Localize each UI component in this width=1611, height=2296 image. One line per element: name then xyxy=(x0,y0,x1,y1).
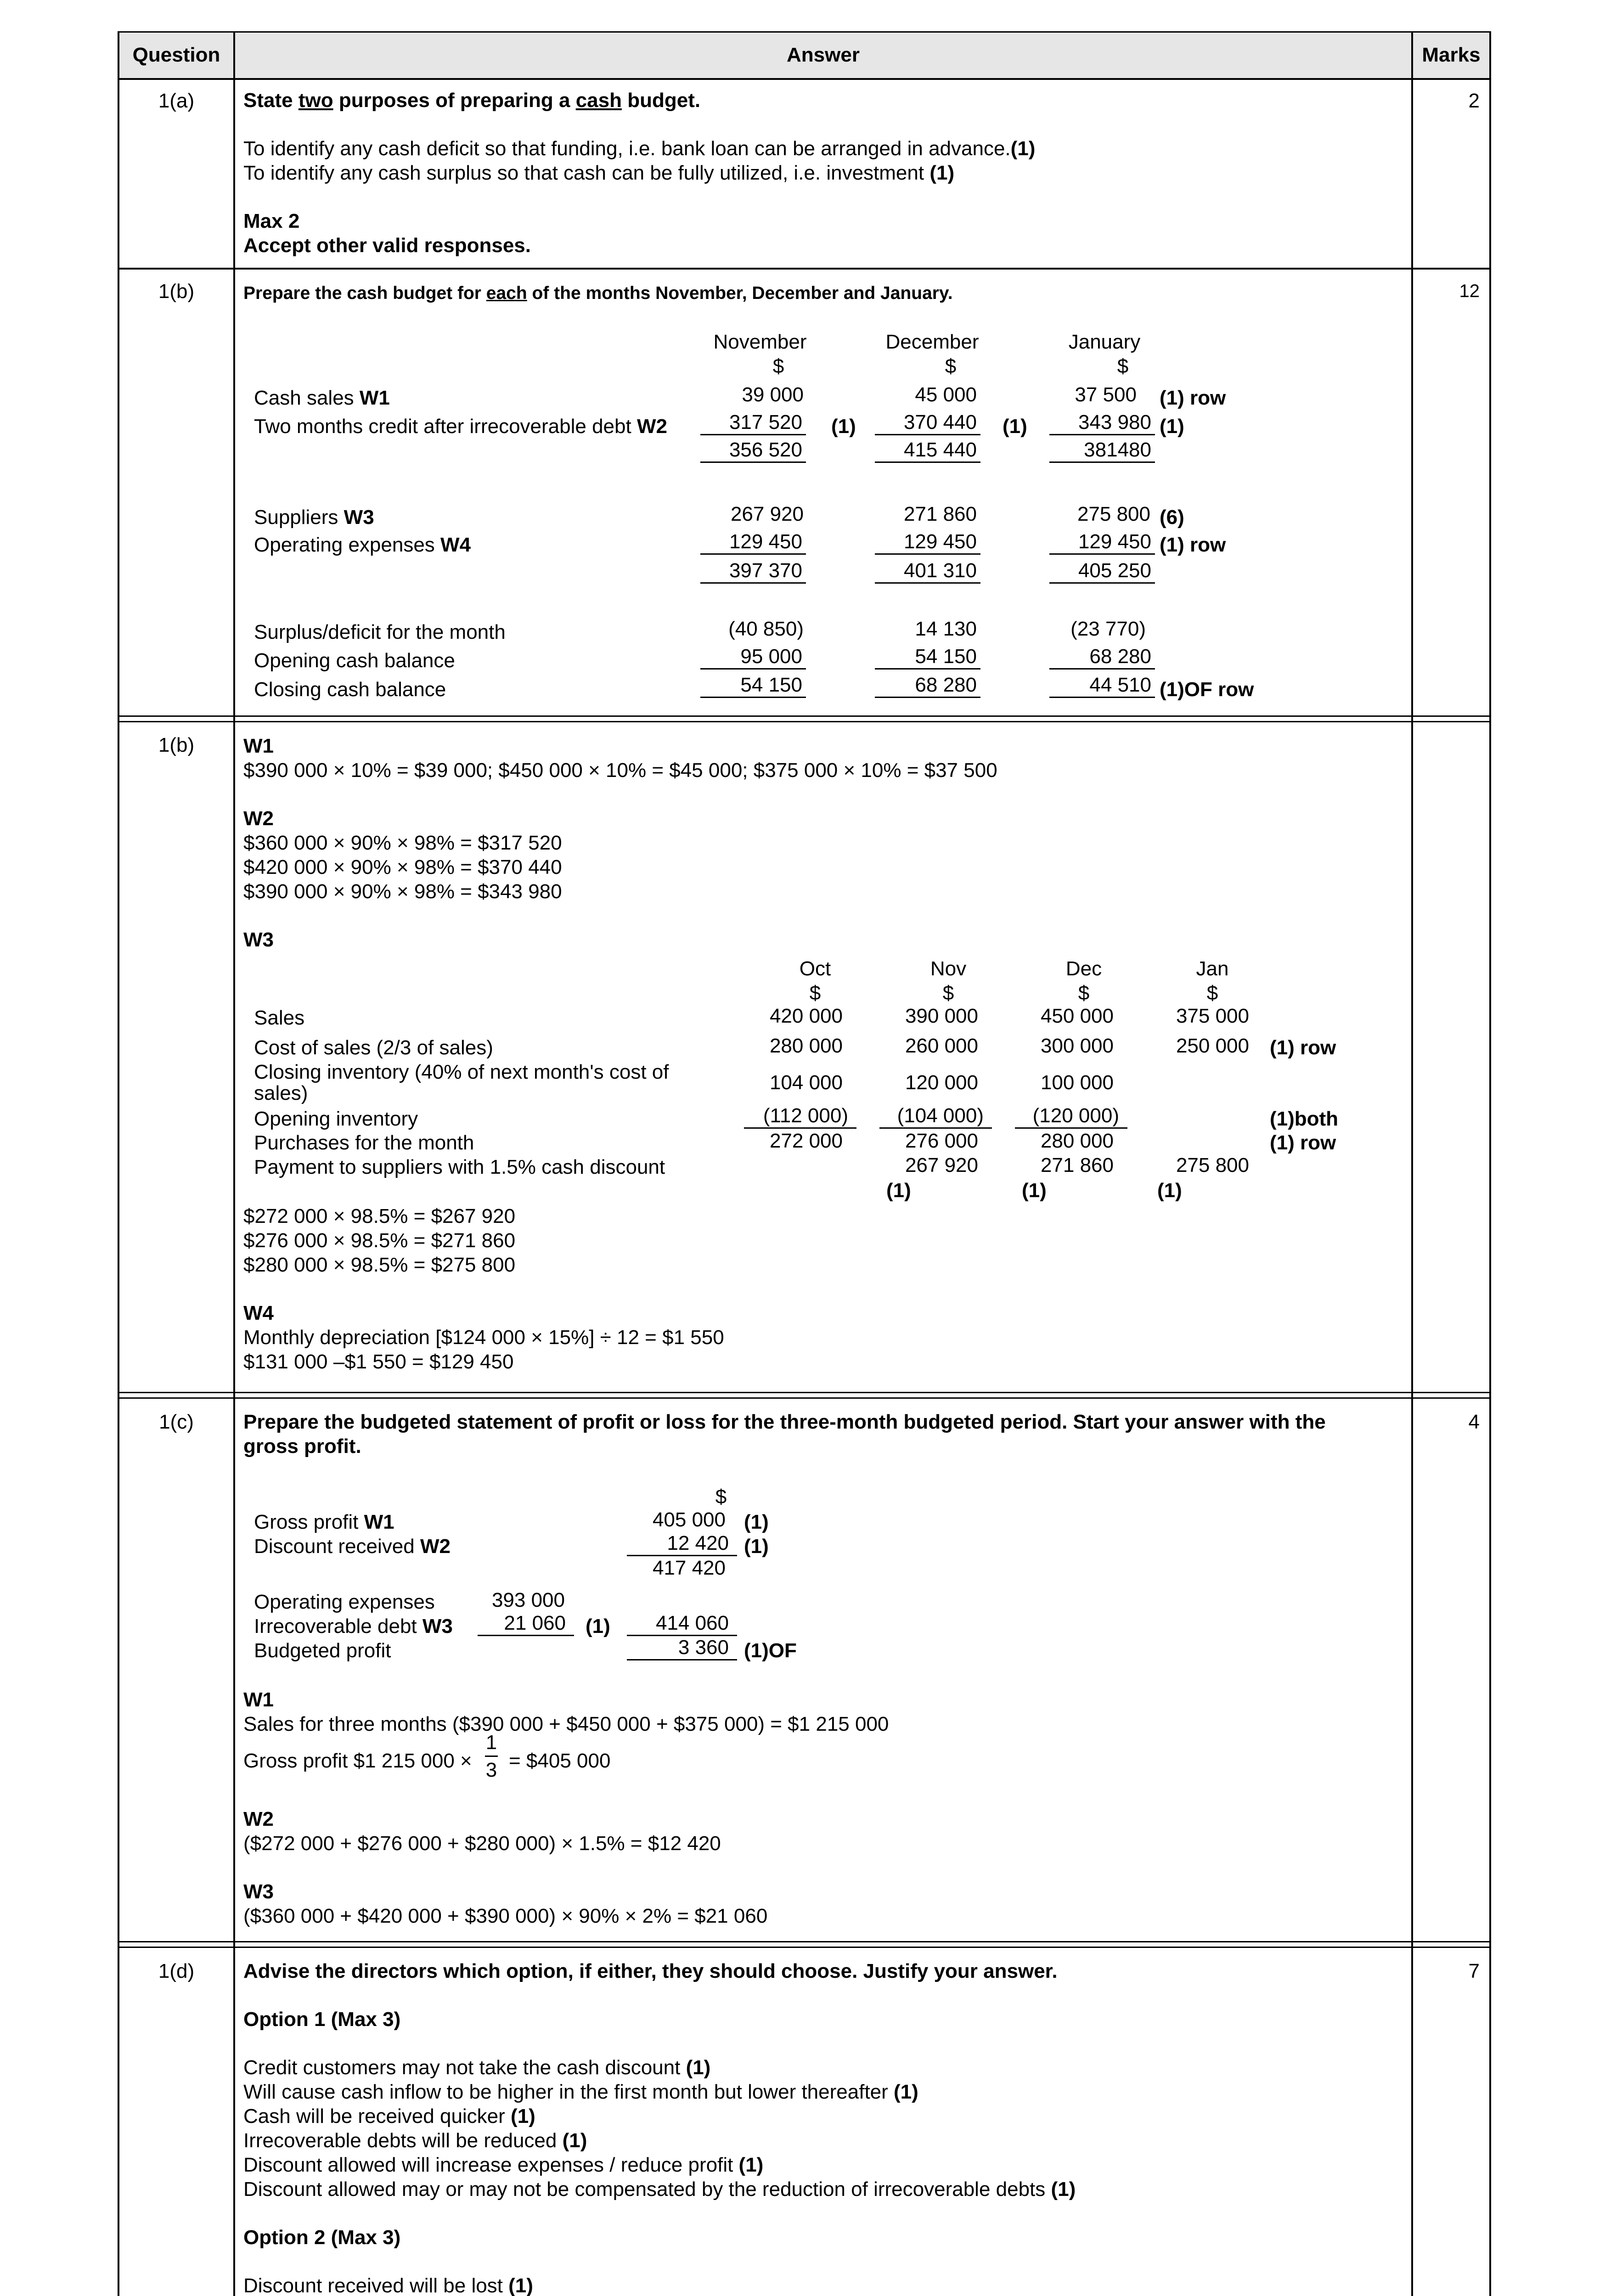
option-point: Credit customers may not take the cash discount (1) xyxy=(243,2056,711,2079)
w3-value: 104 000 xyxy=(769,1071,843,1094)
working-line: $420 000 × 90% × 98% = $370 440 xyxy=(243,856,562,878)
mark-annotation: (1) row xyxy=(1270,1036,1336,1059)
w3-value: (104 000) xyxy=(879,1104,992,1129)
mark-annotation: (1) xyxy=(1160,415,1184,438)
w3-value: 420 000 xyxy=(769,1005,843,1027)
mark-annotation: (1)OF row xyxy=(1160,678,1254,701)
w3-value: 272 000 xyxy=(769,1130,843,1152)
budget-value: 45 000 xyxy=(915,383,977,406)
working-line: $276 000 × 98.5% = $271 860 xyxy=(243,1229,516,1252)
option-point: Cash will be received quicker (1) xyxy=(243,2105,535,2127)
budget-value: 129 450 xyxy=(1049,530,1155,555)
w3-value: 267 920 xyxy=(905,1154,978,1176)
w3-value: 375 000 xyxy=(1176,1005,1249,1027)
w3-value: 280 000 xyxy=(1040,1130,1114,1152)
answer-line: To identify any cash surplus so that cash can be fully utilized, i.e. investment (1) xyxy=(243,162,955,184)
budget-subtotal: 415 440 xyxy=(875,439,980,463)
working-line: $390 000 × 10% = $39 000; $450 000 × 10% = $45 000; $375 000 × 10% = $37 500 xyxy=(243,759,997,782)
row-label: Operating expenses xyxy=(254,1591,435,1613)
header-question: Question xyxy=(119,32,233,78)
row-divider xyxy=(118,78,1491,80)
currency-symbol: $ xyxy=(1206,982,1218,1004)
marks-value: 4 xyxy=(1468,1411,1480,1433)
option-title: Option 1 (Max 3) xyxy=(243,2008,401,2031)
statement-value: 414 060 xyxy=(627,1612,737,1636)
row-label: Suppliers W3 xyxy=(254,506,374,529)
table-divider xyxy=(233,31,235,2296)
working-line: Monthly depreciation [$124 000 × 15%] ÷ 12 = $1 550 xyxy=(243,1326,724,1349)
row-label: Opening cash balance xyxy=(254,649,455,672)
month-header: Jan xyxy=(1196,957,1229,980)
row-label: Discount received W2 xyxy=(254,1535,451,1558)
row-divider xyxy=(118,1947,1491,1948)
question-prompt: Prepare the budgeted statement of profit or loss for the three-month budgeted period. Start your answer with the xyxy=(243,1411,1326,1433)
working-title: W3 xyxy=(243,929,274,951)
budget-value: 39 000 xyxy=(742,383,804,406)
row-label: Payment to suppliers with 1.5% cash discount xyxy=(254,1156,665,1178)
statement-value: 405 000 xyxy=(652,1508,726,1531)
question-number: 1(d) xyxy=(158,1960,195,1982)
month-header: Oct xyxy=(799,957,831,980)
budget-value: 267 920 xyxy=(730,503,804,525)
w3-value: 276 000 xyxy=(905,1130,978,1152)
row-label: Cost of sales (2/3 of sales) xyxy=(254,1036,493,1059)
row-label: Budgeted profit xyxy=(254,1639,391,1662)
table-border-top xyxy=(118,31,1491,33)
row-divider xyxy=(118,1392,1491,1393)
currency-symbol: $ xyxy=(1117,355,1129,377)
mark-annotation: (1) xyxy=(886,1179,911,1202)
budget-subtotal: 401 310 xyxy=(875,559,980,584)
mark-annotation: (1) xyxy=(831,415,856,438)
month-header: December xyxy=(885,331,979,353)
row-divider xyxy=(118,1397,1491,1399)
budget-subtotal: 356 520 xyxy=(700,439,806,463)
w3-value: 390 000 xyxy=(905,1005,978,1027)
row-label: Closing inventory (40% of next month's cost of xyxy=(254,1061,669,1083)
statement-value: 12 420 xyxy=(627,1532,737,1556)
budget-value: 317 520 xyxy=(700,411,806,435)
month-header: January xyxy=(1068,331,1141,353)
row-label: Irrecoverable debt W3 xyxy=(254,1615,453,1638)
header-marks: Marks xyxy=(1413,32,1489,78)
budget-value: 14 130 xyxy=(915,618,977,640)
budget-value: 44 510 xyxy=(1049,674,1155,698)
budget-value: 343 980 xyxy=(1049,411,1155,435)
budget-value: 95 000 xyxy=(700,645,806,670)
header-answer: Answer xyxy=(235,32,1411,78)
question-prompt: Prepare the cash budget for each of the months November, December and January. xyxy=(243,283,953,303)
mark-annotation: (1) xyxy=(1022,1179,1047,1202)
row-label: Operating expenses W4 xyxy=(254,534,471,556)
row-label: Sales xyxy=(254,1007,305,1029)
question-prompt: State two purposes of preparing a cash budget. xyxy=(243,89,701,112)
option-point: Discount allowed may or may not be compensated by the reduction of irrecoverable debts (1) xyxy=(243,2178,1076,2200)
budget-value: (23 770) xyxy=(1070,618,1146,640)
fraction-bar xyxy=(485,1756,498,1757)
question-number: 1(c) xyxy=(159,1411,194,1433)
question-number: 1(b) xyxy=(158,280,195,303)
budget-value: (40 850) xyxy=(728,618,804,640)
working-title: W4 xyxy=(243,1302,274,1324)
question-prompt: Advise the directors which option, if either, they should choose. Justify your answer. xyxy=(243,1960,1058,1982)
answer-line: To identify any cash deficit so that funding, i.e. bank loan can be arranged in advance.(1) xyxy=(243,137,1036,160)
table-divider xyxy=(1411,31,1413,2296)
w3-value: (112 000) xyxy=(744,1104,856,1129)
working-title: W1 xyxy=(243,1688,274,1711)
working-line: $131 000 –$1 550 = $129 450 xyxy=(243,1351,514,1373)
budget-value: 54 150 xyxy=(700,674,806,698)
statement-subtotal: 417 420 xyxy=(652,1557,726,1579)
option-title: Option 2 (Max 3) xyxy=(243,2226,401,2249)
working-title: W1 xyxy=(243,735,274,757)
mark-annotation: (1)both xyxy=(1270,1108,1339,1130)
marks-value: 7 xyxy=(1468,1960,1480,1982)
option-point: Irrecoverable debts will be reduced (1) xyxy=(243,2129,587,2152)
working-line: ($272 000 + $276 000 + $280 000) × 1.5% = $12 420 xyxy=(243,1832,721,1855)
currency-symbol: $ xyxy=(772,355,784,377)
row-divider xyxy=(118,268,1491,270)
w3-value: 100 000 xyxy=(1040,1071,1114,1094)
row-label: Closing cash balance xyxy=(254,678,446,701)
fraction-denominator: 3 xyxy=(485,1759,497,1781)
working-line: $360 000 × 90% × 98% = $317 520 xyxy=(243,832,562,854)
question-prompt: gross profit. xyxy=(243,1435,361,1458)
mark-annotation: (1) xyxy=(744,1535,769,1558)
row-divider xyxy=(118,715,1491,717)
mark-annotation: (1) xyxy=(1003,415,1027,438)
table-border-left xyxy=(118,31,119,2296)
row-label: Purchases for the month xyxy=(254,1131,474,1154)
budget-subtotal: 405 250 xyxy=(1049,559,1155,584)
row-label: Opening inventory xyxy=(254,1108,418,1130)
budget-value: 129 450 xyxy=(875,530,980,555)
w3-value: 120 000 xyxy=(905,1071,978,1094)
working-line: Sales for three months ($390 000 + $450 000 + $375 000) = $1 215 000 xyxy=(243,1713,889,1735)
currency-symbol: $ xyxy=(942,982,954,1004)
currency-symbol: $ xyxy=(809,982,821,1004)
w3-value: 450 000 xyxy=(1040,1005,1114,1027)
budget-value: 37 500 xyxy=(1075,383,1137,406)
w3-value: 280 000 xyxy=(769,1035,843,1057)
fraction-numerator: 1 xyxy=(485,1731,497,1754)
working-line: $280 000 × 98.5% = $275 800 xyxy=(243,1254,516,1276)
option-point: Will cause cash inflow to be higher in the first month but lower thereafter (1) xyxy=(243,2081,918,2103)
statement-value: 21 060 xyxy=(478,1612,574,1636)
mark-annotation: (1) row xyxy=(1270,1131,1336,1154)
mark-annotation: (1) xyxy=(586,1615,610,1638)
budget-value: 271 860 xyxy=(903,503,977,525)
currency-symbol: $ xyxy=(945,355,957,377)
w3-value: 275 800 xyxy=(1176,1154,1249,1176)
currency-symbol: $ xyxy=(1078,982,1090,1004)
budget-subtotal: 381480 xyxy=(1049,439,1155,463)
option-point: Discount allowed will increase expenses / reduce profit (1) xyxy=(243,2154,764,2176)
budget-value: 129 450 xyxy=(700,530,806,555)
row-label: Two months credit after irrecoverable debt W2 xyxy=(254,415,667,438)
budget-subtotal: 397 370 xyxy=(700,559,806,584)
budget-value: 68 280 xyxy=(1049,645,1155,670)
budget-value: 370 440 xyxy=(875,411,980,435)
mark-annotation: (1) xyxy=(744,1511,769,1533)
working-line: = $405 000 xyxy=(509,1750,611,1772)
marks-value: 12 xyxy=(1459,281,1480,301)
mark-annotation: (1) xyxy=(1157,1179,1182,1202)
w3-value: 250 000 xyxy=(1176,1035,1249,1057)
question-number: 1(a) xyxy=(158,90,195,112)
mark-annotation: (6) xyxy=(1160,506,1184,529)
budget-value: 275 800 xyxy=(1077,503,1150,525)
statement-value: 393 000 xyxy=(491,1589,565,1611)
working-line: ($360 000 + $420 000 + $390 000) × 90% × 2% = $21 060 xyxy=(243,1905,768,1927)
question-number: 1(b) xyxy=(158,734,195,756)
mark-annotation: (1) row xyxy=(1160,534,1226,556)
statement-value: 3 360 xyxy=(627,1636,737,1660)
budget-value: 54 150 xyxy=(875,645,980,670)
option-point: Discount received will be lost (1) xyxy=(243,2274,533,2296)
w3-value: 271 860 xyxy=(1040,1154,1114,1176)
row-label: Gross profit W1 xyxy=(254,1511,394,1533)
working-line: $390 000 × 90% × 98% = $343 980 xyxy=(243,880,562,903)
accept-note: Accept other valid responses. xyxy=(243,234,531,257)
month-header: Nov xyxy=(930,957,967,980)
w3-value: (120 000) xyxy=(1015,1104,1127,1129)
budget-value: 68 280 xyxy=(875,674,980,698)
mark-annotation: (1)OF xyxy=(744,1639,797,1662)
marks-value: 2 xyxy=(1468,90,1480,112)
row-divider xyxy=(118,1941,1491,1942)
month-header: November xyxy=(713,331,807,353)
working-title: W2 xyxy=(243,807,274,830)
w3-value: 260 000 xyxy=(905,1035,978,1057)
row-label: Surplus/deficit for the month xyxy=(254,621,506,643)
table-border-right xyxy=(1489,31,1491,2296)
working-line: $272 000 × 98.5% = $267 920 xyxy=(243,1205,516,1227)
row-divider xyxy=(118,721,1491,722)
working-line: Gross profit $1 215 000 × xyxy=(243,1750,472,1772)
currency-symbol: $ xyxy=(715,1486,727,1508)
row-label: Cash sales W1 xyxy=(254,387,390,409)
mark-annotation: (1) row xyxy=(1160,387,1226,409)
month-header: Dec xyxy=(1065,957,1102,980)
working-title: W3 xyxy=(243,1880,274,1903)
row-label: sales) xyxy=(254,1082,308,1104)
working-title: W2 xyxy=(243,1808,274,1830)
w3-value: 300 000 xyxy=(1040,1035,1114,1057)
max-marks-note: Max 2 xyxy=(243,210,300,232)
